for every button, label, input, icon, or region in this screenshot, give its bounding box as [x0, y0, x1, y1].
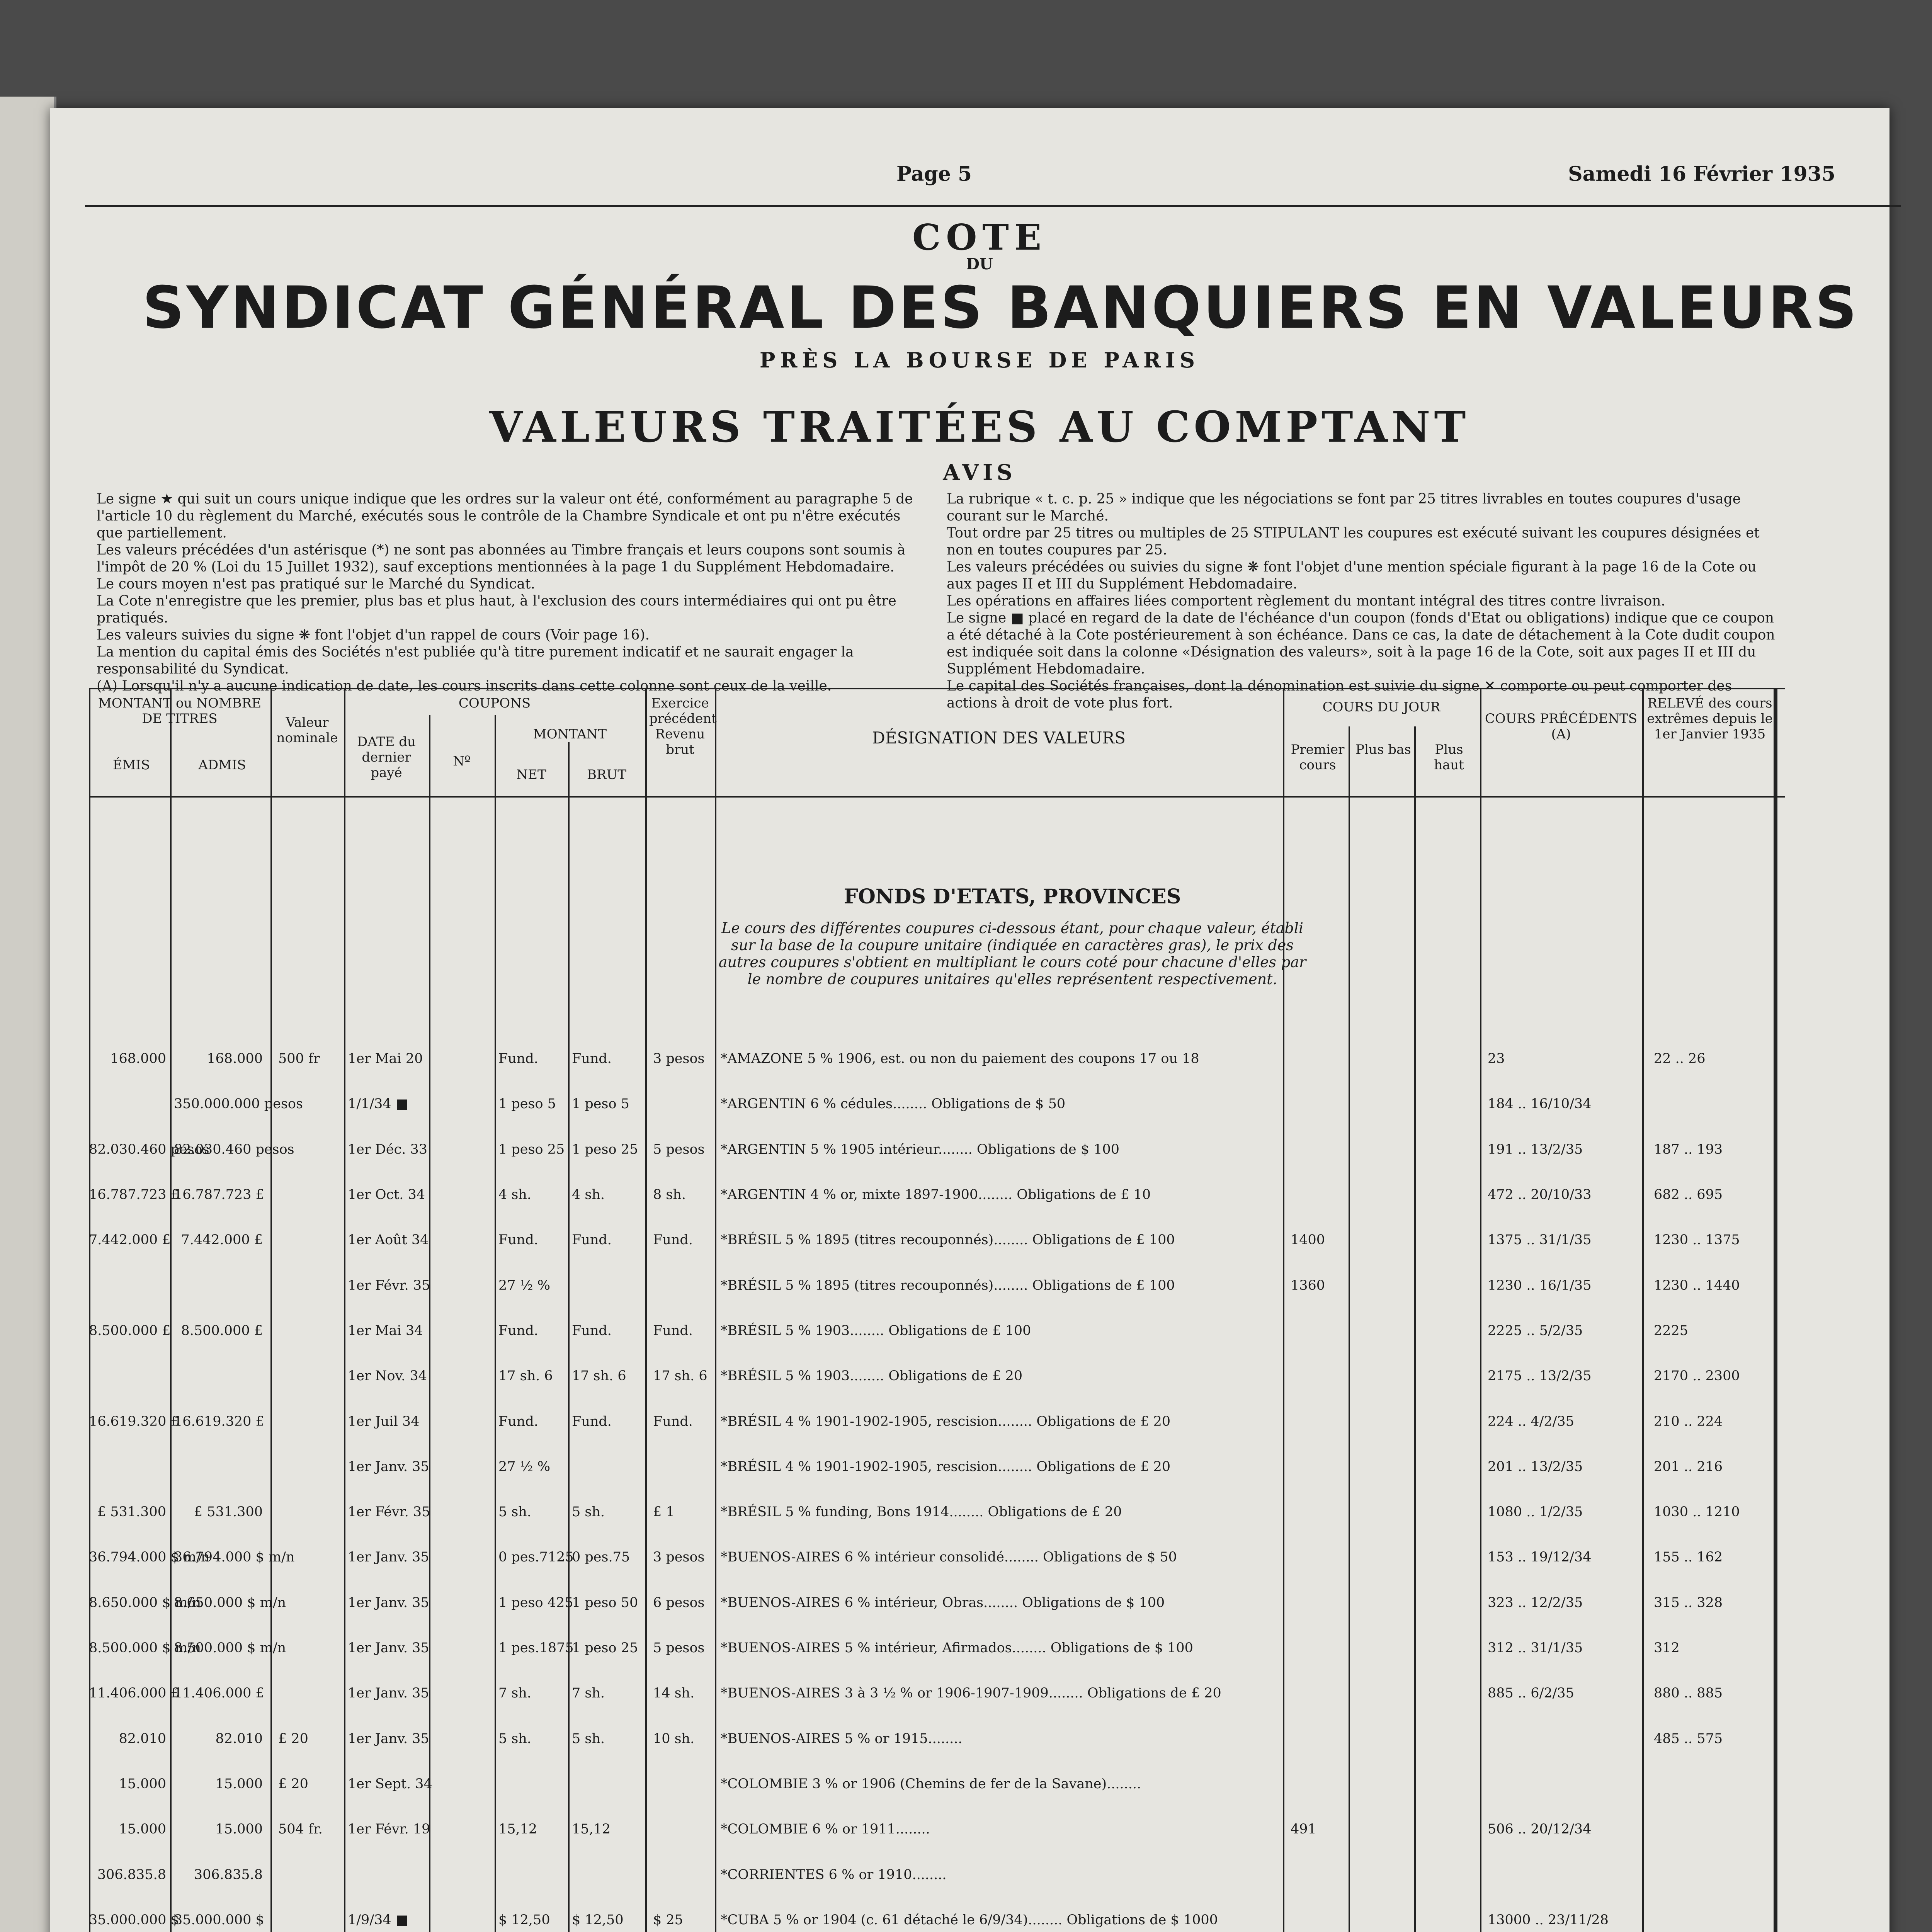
cell-net: 4 sh.	[498, 1187, 532, 1202]
cell-name: *ARGENTIN 6 % cédules........ Obligations de $ 50	[721, 1096, 1066, 1112]
cell-emis: 16.787.723 £	[89, 1187, 179, 1202]
page-number: Page 5	[896, 162, 972, 186]
cell-rel: 1230 .. 1440	[1654, 1278, 1740, 1293]
cell-admis: 16.787.723 £	[174, 1187, 264, 1202]
note: Les opérations en affaires liées comportent règlement du montant intégral des titres contre livraison.	[947, 593, 1665, 609]
note: Le cours moyen n'est pas pratiqué sur le Marché du Syndicat.	[97, 576, 535, 592]
table-row	[0, 1821, 1932, 1844]
cell-rev: Fund.	[653, 1323, 693, 1338]
cell-prec: 184 .. 16/10/34	[1488, 1096, 1592, 1112]
table-row	[0, 1232, 1932, 1255]
cell-admis: 11.406.000 £	[174, 1685, 264, 1701]
note: Les valeurs précédées ou suivies du signe ❋ font l'objet d'une mention spéciale figurant à la page 16 de la Cote ou aux pages II et III du Supplément Hebdomadaire.	[947, 559, 1757, 592]
cell-emis: £ 531.300	[97, 1504, 166, 1520]
cell-date: 1er Janv. 35	[348, 1640, 429, 1656]
cell-net: 27 ½ %	[498, 1459, 550, 1475]
cell-rel: 187 .. 193	[1654, 1142, 1723, 1157]
cell-date: 1er Janv. 35	[348, 1731, 429, 1747]
cell-rel: 201 .. 216	[1654, 1459, 1723, 1475]
cell-brut: 17 sh. 6	[572, 1368, 626, 1384]
notes-left	[97, 491, 927, 695]
table-row	[0, 1549, 1932, 1572]
cell-net: Fund.	[498, 1323, 538, 1338]
cell-admis: 15.000	[215, 1821, 263, 1837]
cell-rel: 880 .. 885	[1654, 1685, 1723, 1701]
cell-brut: 0 pes.75	[572, 1549, 630, 1565]
cell-nom: 504 fr.	[278, 1821, 323, 1837]
cell-rel: 210 .. 224	[1654, 1414, 1723, 1429]
cell-rev: 8 sh.	[653, 1187, 686, 1202]
cell-prec: 153 .. 19/12/34	[1488, 1549, 1592, 1565]
table-row	[0, 1459, 1932, 1481]
cell-brut: 1 peso 25	[572, 1142, 638, 1157]
cell-brut: 1 peso 50	[572, 1595, 638, 1611]
cell-prec: 191 .. 13/2/35	[1488, 1142, 1583, 1157]
table-row	[0, 1867, 1932, 1889]
cell-admis: 7.442.000 £	[181, 1232, 263, 1248]
cell-rev: 14 sh.	[653, 1685, 695, 1701]
cell-brut: 5 sh.	[572, 1731, 605, 1747]
cell-date: 1er Janv. 35	[348, 1685, 429, 1701]
cell-name: *BUENOS-AIRES 5 % or 1915........	[721, 1731, 963, 1747]
col-precedents: COURS PRÉCÉDENTS (A)	[1485, 711, 1638, 742]
cell-date: 1er Juil 34	[348, 1414, 420, 1429]
cell-rev: £ 1	[653, 1504, 675, 1520]
cell-emis: 11.406.000 £	[89, 1685, 179, 1701]
cell-prec: 472 .. 20/10/33	[1488, 1187, 1592, 1202]
col-valeur: Valeur nominale	[276, 715, 338, 746]
cell-date: 1er Août 34	[348, 1232, 429, 1248]
cell-date: 1er Févr. 35	[348, 1278, 430, 1293]
cell-rev: 3 pesos	[653, 1051, 705, 1066]
cell-name: *BUENOS-AIRES 5 % intérieur, Afirmados........ Obligations de $ 100	[721, 1640, 1193, 1656]
cell-admis: 35.000.000 $	[174, 1912, 264, 1928]
col-montant2: MONTANT	[533, 726, 607, 742]
note: Tout ordre par 25 titres ou multiples de 25 STIPULANT les coupures est exécuté suivant les coupures désignées et non en toutes coupures par 25.	[947, 525, 1760, 558]
cell-net: Fund.	[498, 1232, 538, 1248]
cell-brut: 5 sh.	[572, 1504, 605, 1520]
cell-prem: 1400	[1291, 1232, 1325, 1248]
cell-admis: 306.835.8	[194, 1867, 263, 1883]
cell-name: *BUENOS-AIRES 6 % intérieur, Obras........ Obligations de $ 100	[721, 1595, 1165, 1611]
cell-rev: 3 pesos	[653, 1549, 705, 1565]
note: La rubrique « t. c. p. 25 » indique que les négociations se font par 25 titres livrables en toutes coupures d'usage courant sur le Marché.	[947, 491, 1741, 524]
cell-rel: 485 .. 575	[1654, 1731, 1723, 1747]
cell-rev: Fund.	[653, 1232, 693, 1248]
table-row	[0, 1051, 1932, 1073]
table-row	[0, 1187, 1932, 1209]
cell-admis: 350.000.000 pesos	[174, 1096, 303, 1112]
note: La mention du capital émis des Sociétés n'est publiée qu'à titre purement indicatif et ne saurait engager la responsabilité du Syndicat.	[97, 644, 854, 677]
cell-name: *BUENOS-AIRES 3 à 3 ½ % or 1906-1907-1909........ Obligations de £ 20	[721, 1685, 1221, 1701]
cote-title: COTE	[912, 216, 1047, 258]
cell-brut: 1 peso 5	[572, 1096, 629, 1112]
cell-admis: 15.000	[215, 1776, 263, 1792]
cell-admis: 168.000	[207, 1051, 263, 1066]
cell-date: 1er Janv. 35	[348, 1549, 429, 1565]
col-num: Nº	[453, 753, 471, 769]
cell-name: *BRÉSIL 5 % 1903........ Obligations de £ 100	[721, 1323, 1031, 1338]
table-row	[0, 1142, 1932, 1164]
cell-net: 1 peso 425	[498, 1595, 573, 1611]
cell-prec: 506 .. 20/12/34	[1488, 1821, 1592, 1837]
cell-net: 15,12	[498, 1821, 537, 1837]
notes-right	[947, 491, 1781, 712]
cell-name: *BRÉSIL 5 % 1895 (titres recouponnés)........ Obligations de £ 100	[721, 1232, 1175, 1248]
col-montant: MONTANT ou NOMBRE DE TITRES	[98, 696, 262, 726]
cell-name: *BRÉSIL 5 % 1895 (titres recouponnés)........ Obligations de £ 100	[721, 1278, 1175, 1293]
col-exercice: Exercice précédent Revenu brut	[649, 696, 717, 757]
section-note: Le cours des différentes coupures ci-dessous étant, pour chaque valeur, établi sur la base de la coupure unitaire (indiquée en caractères gras), le prix des autres coupures s'obtient en multipliant le cours coté pour chacune d'elles par le nombre de coupures unitaires qu'elles représentent respectivement.	[718, 920, 1306, 988]
table-row	[0, 1912, 1932, 1932]
cell-prec: 312 .. 31/1/35	[1488, 1640, 1583, 1656]
note: Le capital des Sociétés françaises, dont la dénomination est suivie du signe ✕ comporte ou peut comporter des actions à droit de vote plus fort.	[947, 678, 1732, 711]
cell-rev: $ 25	[653, 1912, 683, 1928]
cell-name: *BRÉSIL 4 % 1901-1902-1905, rescision........ Obligations de £ 20	[721, 1414, 1171, 1429]
cell-name: *BRÉSIL 5 % 1903........ Obligations de £ 20	[721, 1368, 1023, 1384]
cell-net: Fund.	[498, 1051, 538, 1066]
cell-rel: 2225	[1654, 1323, 1689, 1338]
cell-admis: 82.010	[215, 1731, 263, 1747]
cell-admis: 82.030.460 pesos	[174, 1142, 294, 1157]
cell-date: 1/9/34 ■	[348, 1912, 408, 1928]
table-row	[0, 1731, 1932, 1753]
cell-prec: 2225 .. 5/2/35	[1488, 1323, 1583, 1338]
cell-rel: 1030 .. 1210	[1654, 1504, 1740, 1520]
col-date: DATE du dernier payé	[357, 734, 416, 781]
table-header-rule	[89, 796, 1785, 798]
du-label: DU	[966, 255, 993, 273]
cell-date: 1er Févr. 19	[348, 1821, 430, 1837]
table-top-rule	[89, 688, 1785, 689]
cell-prec: 201 .. 13/2/35	[1488, 1459, 1583, 1475]
table-row	[0, 1595, 1932, 1617]
cell-prec: 1080 .. 1/2/35	[1488, 1504, 1583, 1520]
issue-date: Samedi 16 Février 1935	[1568, 162, 1835, 186]
cell-rel: 1230 .. 1375	[1654, 1232, 1740, 1248]
cell-prec: 885 .. 6/2/35	[1488, 1685, 1574, 1701]
table-row	[0, 1278, 1932, 1300]
avis-heading: AVIS	[943, 460, 1016, 485]
cell-admis: 16.619.320 £	[174, 1414, 264, 1429]
cell-brut: Fund.	[572, 1323, 612, 1338]
subtitle: PRÈS LA BOURSE DE PARIS	[759, 348, 1200, 372]
cell-name: *BUENOS-AIRES 6 % intérieur consolidé........ Obligations de $ 50	[721, 1549, 1177, 1565]
cell-prec: 1230 .. 16/1/35	[1488, 1278, 1592, 1293]
cell-rev: Fund.	[653, 1414, 693, 1429]
cell-emis: 8.500.000 £	[89, 1323, 171, 1338]
note: (A) Lorsqu'il n'y a aucune indication de date, les cours inscrits dans cette colonne sont ceux de la veille.	[97, 678, 832, 694]
cell-rel: 22 .. 26	[1654, 1051, 1706, 1066]
cell-rev: 5 pesos	[653, 1640, 705, 1656]
cell-name: *CUBA 5 % or 1904 (c. 61 détaché le 6/9/34)........ Obligations de $ 1000	[721, 1912, 1218, 1928]
cell-name: *ARGENTIN 4 % or, mixte 1897-1900........ Obligations de £ 10	[721, 1187, 1151, 1202]
header-rule	[85, 205, 1901, 207]
cell-emis: 8.500.000 $ m/n	[89, 1640, 201, 1656]
cell-admis: 8.500.000 £	[181, 1323, 263, 1338]
col-designation: DÉSIGNATION DES VALEURS	[872, 728, 1126, 747]
col-releve: RELEVÉ des cours extrêmes depuis le 1er Janvier 1935	[1647, 696, 1773, 742]
cell-prem: 491	[1291, 1821, 1316, 1837]
cell-brut: Fund.	[572, 1232, 612, 1248]
cell-rel: 315 .. 328	[1654, 1595, 1723, 1611]
cell-net: $ 12,50	[498, 1912, 550, 1928]
cell-rel: 312	[1654, 1640, 1680, 1656]
cell-emis: 35.000.000 $	[89, 1912, 179, 1928]
cell-net: 5 sh.	[498, 1731, 532, 1747]
cell-date: 1er Oct. 34	[348, 1187, 425, 1202]
cell-admis: 8.500.000 $ m/n	[174, 1640, 286, 1656]
cell-name: *AMAZONE 5 % 1906, est. ou non du paiement des coupons 17 ou 18	[721, 1051, 1199, 1066]
cell-date: 1/1/34 ■	[348, 1096, 408, 1112]
cell-date: 1er Janv. 35	[348, 1459, 429, 1475]
cell-emis: 15.000	[119, 1776, 166, 1792]
table-row	[0, 1685, 1932, 1708]
cell-admis: 8.650.000 $ m/n	[174, 1595, 286, 1611]
cell-prec: 2175 .. 13/2/35	[1488, 1368, 1592, 1384]
col-premier: Premier cours	[1291, 742, 1345, 773]
cell-net: 1 peso 5	[498, 1096, 556, 1112]
table-row	[0, 1096, 1932, 1119]
cell-rev: 5 pesos	[653, 1142, 705, 1157]
cell-name: *BRÉSIL 4 % 1901-1902-1905, rescision........ Obligations de £ 20	[721, 1459, 1171, 1475]
cell-net: 1 pes.1875	[498, 1640, 574, 1656]
table-row	[0, 1414, 1932, 1436]
cell-prec: 23	[1488, 1051, 1505, 1066]
note: La Cote n'enregistre que les premier, plus bas et plus haut, à l'exclusion des cours intermédiaires qui ont pu être pratiqués.	[97, 593, 896, 626]
cell-emis: 306.835.8	[97, 1867, 166, 1883]
cell-rel: 155 .. 162	[1654, 1549, 1723, 1565]
cell-emis: 36.794.000 $ m/n	[89, 1549, 210, 1565]
note: Le signe ★ qui suit un cours unique indique que les ordres sur la valeur ont été, conformément au paragraphe 5 de l'article 10 du règlement du Marché, exécutés sous le contrôle de la Chambre Syndicale et ont pu n'être exécutés que partiellement.	[97, 491, 913, 541]
cell-name: *ARGENTIN 5 % 1905 intérieur........ Obligations de $ 100	[721, 1142, 1120, 1157]
cell-name: *COLOMBIE 3 % or 1906 (Chemins de fer de la Savane)........	[721, 1776, 1141, 1792]
cell-net: 0 pes.7125	[498, 1549, 574, 1565]
col-emis: ÉMIS	[112, 757, 150, 773]
cell-prec: 323 .. 12/2/35	[1488, 1595, 1583, 1611]
table-row	[0, 1323, 1932, 1345]
cell-date: 1er Déc. 33	[348, 1142, 428, 1157]
cell-date: 1er Mai 34	[348, 1323, 423, 1338]
cell-rel: 2170 .. 2300	[1654, 1368, 1740, 1384]
cell-emis: 82.030.460 pesos	[89, 1142, 209, 1157]
note: Le signe ■ placé en regard de la date de l'échéance d'un coupon (fonds d'Etat ou obligations) indique que ce coupon a été détaché à la Cote postérieurement à son échéance. Dans ce cas, la date de détachement à la Cote dudit coupon est indiquée soit dans la colonne «Désignation des valeurs», soit à la page 16 de la Cote, soit aux pages II et III du Supplément Hebdomadaire.	[947, 610, 1775, 677]
table-row	[0, 1504, 1932, 1527]
col-haut: Plus haut	[1434, 742, 1464, 773]
cell-brut: Fund.	[572, 1414, 612, 1429]
col-bas: Plus bas	[1355, 742, 1411, 757]
cell-net: 7 sh.	[498, 1685, 532, 1701]
cell-date: 1er Mai 20	[348, 1051, 423, 1066]
syndicate-title: SYNDICAT GÉNÉRAL DES BANQUIERS EN VALEURS	[142, 274, 1859, 342]
table-row	[0, 1776, 1932, 1799]
cell-rev: 6 pesos	[653, 1595, 705, 1611]
table-row	[0, 1368, 1932, 1391]
cell-net: Fund.	[498, 1414, 538, 1429]
cell-emis: 8.650.000 $ m/n	[89, 1595, 201, 1611]
cell-admis: £ 531.300	[194, 1504, 263, 1520]
col-admis: ADMIS	[198, 757, 246, 773]
cell-prec: 224 .. 4/2/35	[1488, 1414, 1574, 1429]
cell-emis: 82.010	[119, 1731, 166, 1747]
cell-rev: 10 sh.	[653, 1731, 695, 1747]
section-title: FONDS D'ETATS, PROVINCES	[844, 885, 1181, 908]
cell-brut: 7 sh.	[572, 1685, 605, 1701]
cell-brut: 1 peso 25	[572, 1640, 638, 1656]
cell-brut: 4 sh.	[572, 1187, 605, 1202]
cell-prem: 1360	[1291, 1278, 1325, 1293]
cell-brut: Fund.	[572, 1051, 612, 1066]
cell-brut: 15,12	[572, 1821, 611, 1837]
cell-name: *CORRIENTES 6 % or 1910........	[721, 1867, 947, 1883]
cell-net: 27 ½ %	[498, 1278, 550, 1293]
col-coupons: COUPONS	[458, 696, 531, 711]
cell-date: 1er Sept. 34	[348, 1776, 432, 1792]
cell-rev: 17 sh. 6	[653, 1368, 707, 1384]
cell-net: 5 sh.	[498, 1504, 532, 1520]
cell-nom: £ 20	[278, 1776, 308, 1792]
cell-brut: $ 12,50	[572, 1912, 624, 1928]
cell-name: *BRÉSIL 5 % funding, Bons 1914........ Obligations de £ 20	[721, 1504, 1122, 1520]
cell-date: 1er Janv. 35	[348, 1595, 429, 1611]
cell-emis: 16.619.320 £	[89, 1414, 179, 1429]
section-heading: VALEURS TRAITÉES AU COMPTANT	[489, 402, 1470, 452]
col-brut: BRUT	[587, 767, 626, 782]
cell-emis: 15.000	[119, 1821, 166, 1837]
cell-prec: 1375 .. 31/1/35	[1488, 1232, 1592, 1248]
table-row	[0, 1640, 1932, 1663]
cell-date: 1er Févr. 35	[348, 1504, 430, 1520]
cell-rel: 682 .. 695	[1654, 1187, 1723, 1202]
cell-net: 17 sh. 6	[498, 1368, 553, 1384]
note: Les valeurs suivies du signe ❋ font l'objet d'un rappel de cours (Voir page 16).	[97, 627, 650, 643]
cell-prec: 13000 .. 23/11/28	[1488, 1912, 1609, 1928]
note: Les valeurs précédées d'un astérisque (*) ne sont pas abonnées au Timbre français et leurs coupons sont soumis à l'impôt de 20 % (Loi du 15 Juillet 1932), sauf exceptions mentionnées à la page 1 du Supplément Hebdomadaire.	[97, 542, 906, 575]
col-net: NET	[516, 767, 546, 782]
cell-emis: 168.000	[110, 1051, 166, 1066]
cell-emis: 7.442.000 £	[89, 1232, 171, 1248]
cell-admis: 36.794.000 $ m/n	[174, 1549, 295, 1565]
cell-name: *COLOMBIE 6 % or 1911........	[721, 1821, 930, 1837]
col-cours-jour: COURS DU JOUR	[1322, 699, 1440, 715]
cell-nom: 500 fr	[278, 1051, 320, 1066]
cell-date: 1er Nov. 34	[348, 1368, 427, 1384]
cell-net: 1 peso 25	[498, 1142, 565, 1157]
cell-nom: £ 20	[278, 1731, 308, 1747]
